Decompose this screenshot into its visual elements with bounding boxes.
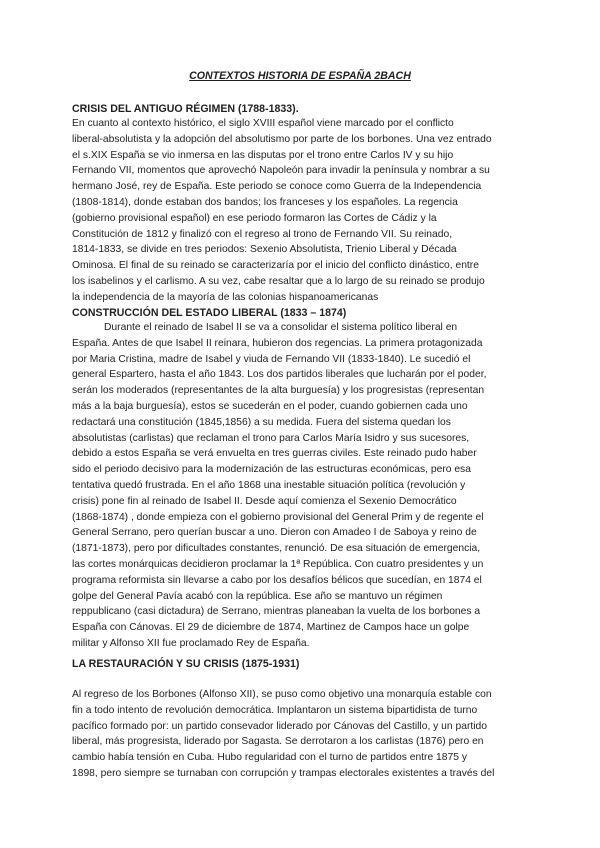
text-line: (1808-1814), donde estaban dos bandos; los franceses y los españoles. La regencia [72, 196, 458, 208]
text-line: programa reformista sin llevarse a cabo por los desafíos bélicos que sucedían, en 1874 el [72, 574, 482, 586]
text-line: En cuanto al contexto histórico, el siglo XVIII español viene marcado por el conflicto [72, 118, 454, 129]
text-line: (gobierno provisional español) en ese periodo formaron las Cortes de Cádiz y la [72, 212, 437, 224]
text-line: las cortes monárquicas decidieron proclamar la 1ª República. Con cuatro presidentes y un [72, 558, 484, 570]
text-line: (1868-1874) , donde empieza con el gobierno provisional del General Prim y de regente el [72, 511, 484, 523]
text-line: crisis) pone fin al reinado de Isabel II. Desde aquí comienza el Sexenio Democrático [72, 495, 457, 507]
section-body [72, 320, 532, 652]
text-line: Durante el reinado de Isabel II se va a consolidar el sistema político liberal en [104, 322, 458, 333]
text-line: liberal, más progresista, liderado por Sagasta. Se derrotaron a los carlistas (1876) pero en [72, 736, 484, 748]
text-line: hermano José, rey de España. Este periodo se conoce como Guerra de la Independencia [72, 181, 482, 193]
text-line: (1871-1873), pero por dificultades constantes, renunció. De esa situación de emergencia, [72, 543, 481, 555]
section-estado-liberal [72, 306, 532, 652]
text-line: General Serrano, pero querían buscar a uno. Dieron con Amadeo I de Saboya y reino de [72, 527, 477, 539]
text-line: tentativa quedó frustrada. En el año 1868 una inestable situación política (revolución y [72, 479, 466, 491]
text-line: militar y Alfonso XII fue proclamado Rey de España. [72, 637, 310, 649]
text-line: redactará una constitución (1845,1856) a su medida. Fuera del sistema quedan los [72, 416, 451, 428]
text-line: liberal-absolutista y la adopción del absolutismo por parte de los borbones. Una vez entrado [72, 133, 492, 145]
text-line: 1898, pero siempre se turnaban con corrupción y trampas electorales existentes a través del [72, 767, 495, 779]
text-line: Ominosa. El final de su reinado se caracterizaría por el inicio del conflicto dinástico, entre [72, 260, 479, 272]
section-body [72, 687, 532, 782]
text-line: golpe del General Pavía acabó con la república. Ese año se mantuvo un régimen [72, 590, 443, 602]
text-line: 1814-1833, se divide en tres periodos: Sexenio Absolutista, Trienio Liberal y Década [72, 244, 457, 256]
text-line: general Espartero, hasta el año 1843. Los dos partidos liberales que lucharán por el poder, [72, 369, 487, 381]
text-line: el s.XIX España se vio inmersa en las disputas por el trono entre Carlos IV y su hijo [72, 149, 454, 161]
text-line: Al regreso de los Borbones (Alfonso XII), se puso como objetivo una monarquía estable con [72, 689, 492, 700]
text-line: Fernando VII, momentos que aprovechó Napoleón para invadir la península y nombrar a su [72, 165, 490, 177]
text-line: Constitución de 1812 y finalizó con el regreso al trono de Fernando VII. Su reinado, [72, 228, 453, 240]
text-line: fin a todo intento de revolución democrática. Implantaron un sistema bipartidista de turno [72, 704, 478, 716]
section-heading: LA RESTAURACIÓN Y SU CRISIS (1875-1931) [72, 658, 300, 670]
section-heading: CRISIS DEL ANTIGUO RÉGIMEN (1788-1833). [72, 103, 299, 115]
text-line: reppublicano (casi dictadura) de Serrano, mientras planeaban la vuelta de los borbones a [72, 606, 481, 618]
text-line: los isabelinos y el carlismo. A su vez, cabe resaltar que a lo largo de su reinado se produjo [72, 275, 485, 287]
text-line: más a la baja burguesía), estos se sucederán en el poder, cuando gobiernen cada uno [72, 400, 468, 412]
text-line: España con Cánovas. El 29 de diciembre de 1874, Martinez de Campos hace un golpe [72, 622, 470, 634]
text-line: por Maria Cristina, madre de Isabel y viuda de Fernando VII (1833-1840). Le sucedió el [72, 353, 471, 365]
document-title: CONTEXTOS HISTORIA DE ESPAÑA 2BACH [189, 70, 411, 82]
text-line: cambio había tensión en Cuba. Hubo regularidad con el turno de partidos entre 1875 y [72, 752, 467, 764]
section-crisis-antiguo-regimen [72, 102, 532, 306]
text-line: la independencia de la mayoría de las colonias hispanoamericanas [72, 291, 379, 303]
text-line: sido el periodo decisivo para la modernización de las estructuras económicas, pero esa [72, 464, 471, 476]
section-heading: CONSTRUCCIÓN DEL ESTADO LIBERAL (1833 – 1874) [72, 307, 347, 319]
text-line: debido a estos España se verá envuelta en tres guerras civiles. Este reinado pudo haber [72, 448, 477, 460]
text-line: España. Antes de que Isabel II reinara, hubieron dos regencias. La primera protagonizada [72, 337, 483, 349]
section-restauracion [72, 657, 532, 782]
text-line: pacífico formado por: un partido consevador liderado por Cánovas del Castillo, y un partido [72, 720, 487, 732]
text-line: absolutistas (carlistas) que reclaman el trono para Carlos María Isidro y sus sucesores, [72, 432, 470, 444]
text-line: serán los moderados (representantes de la alta burguesía) y los progresistas (representan [72, 385, 485, 397]
section-body [72, 116, 532, 306]
